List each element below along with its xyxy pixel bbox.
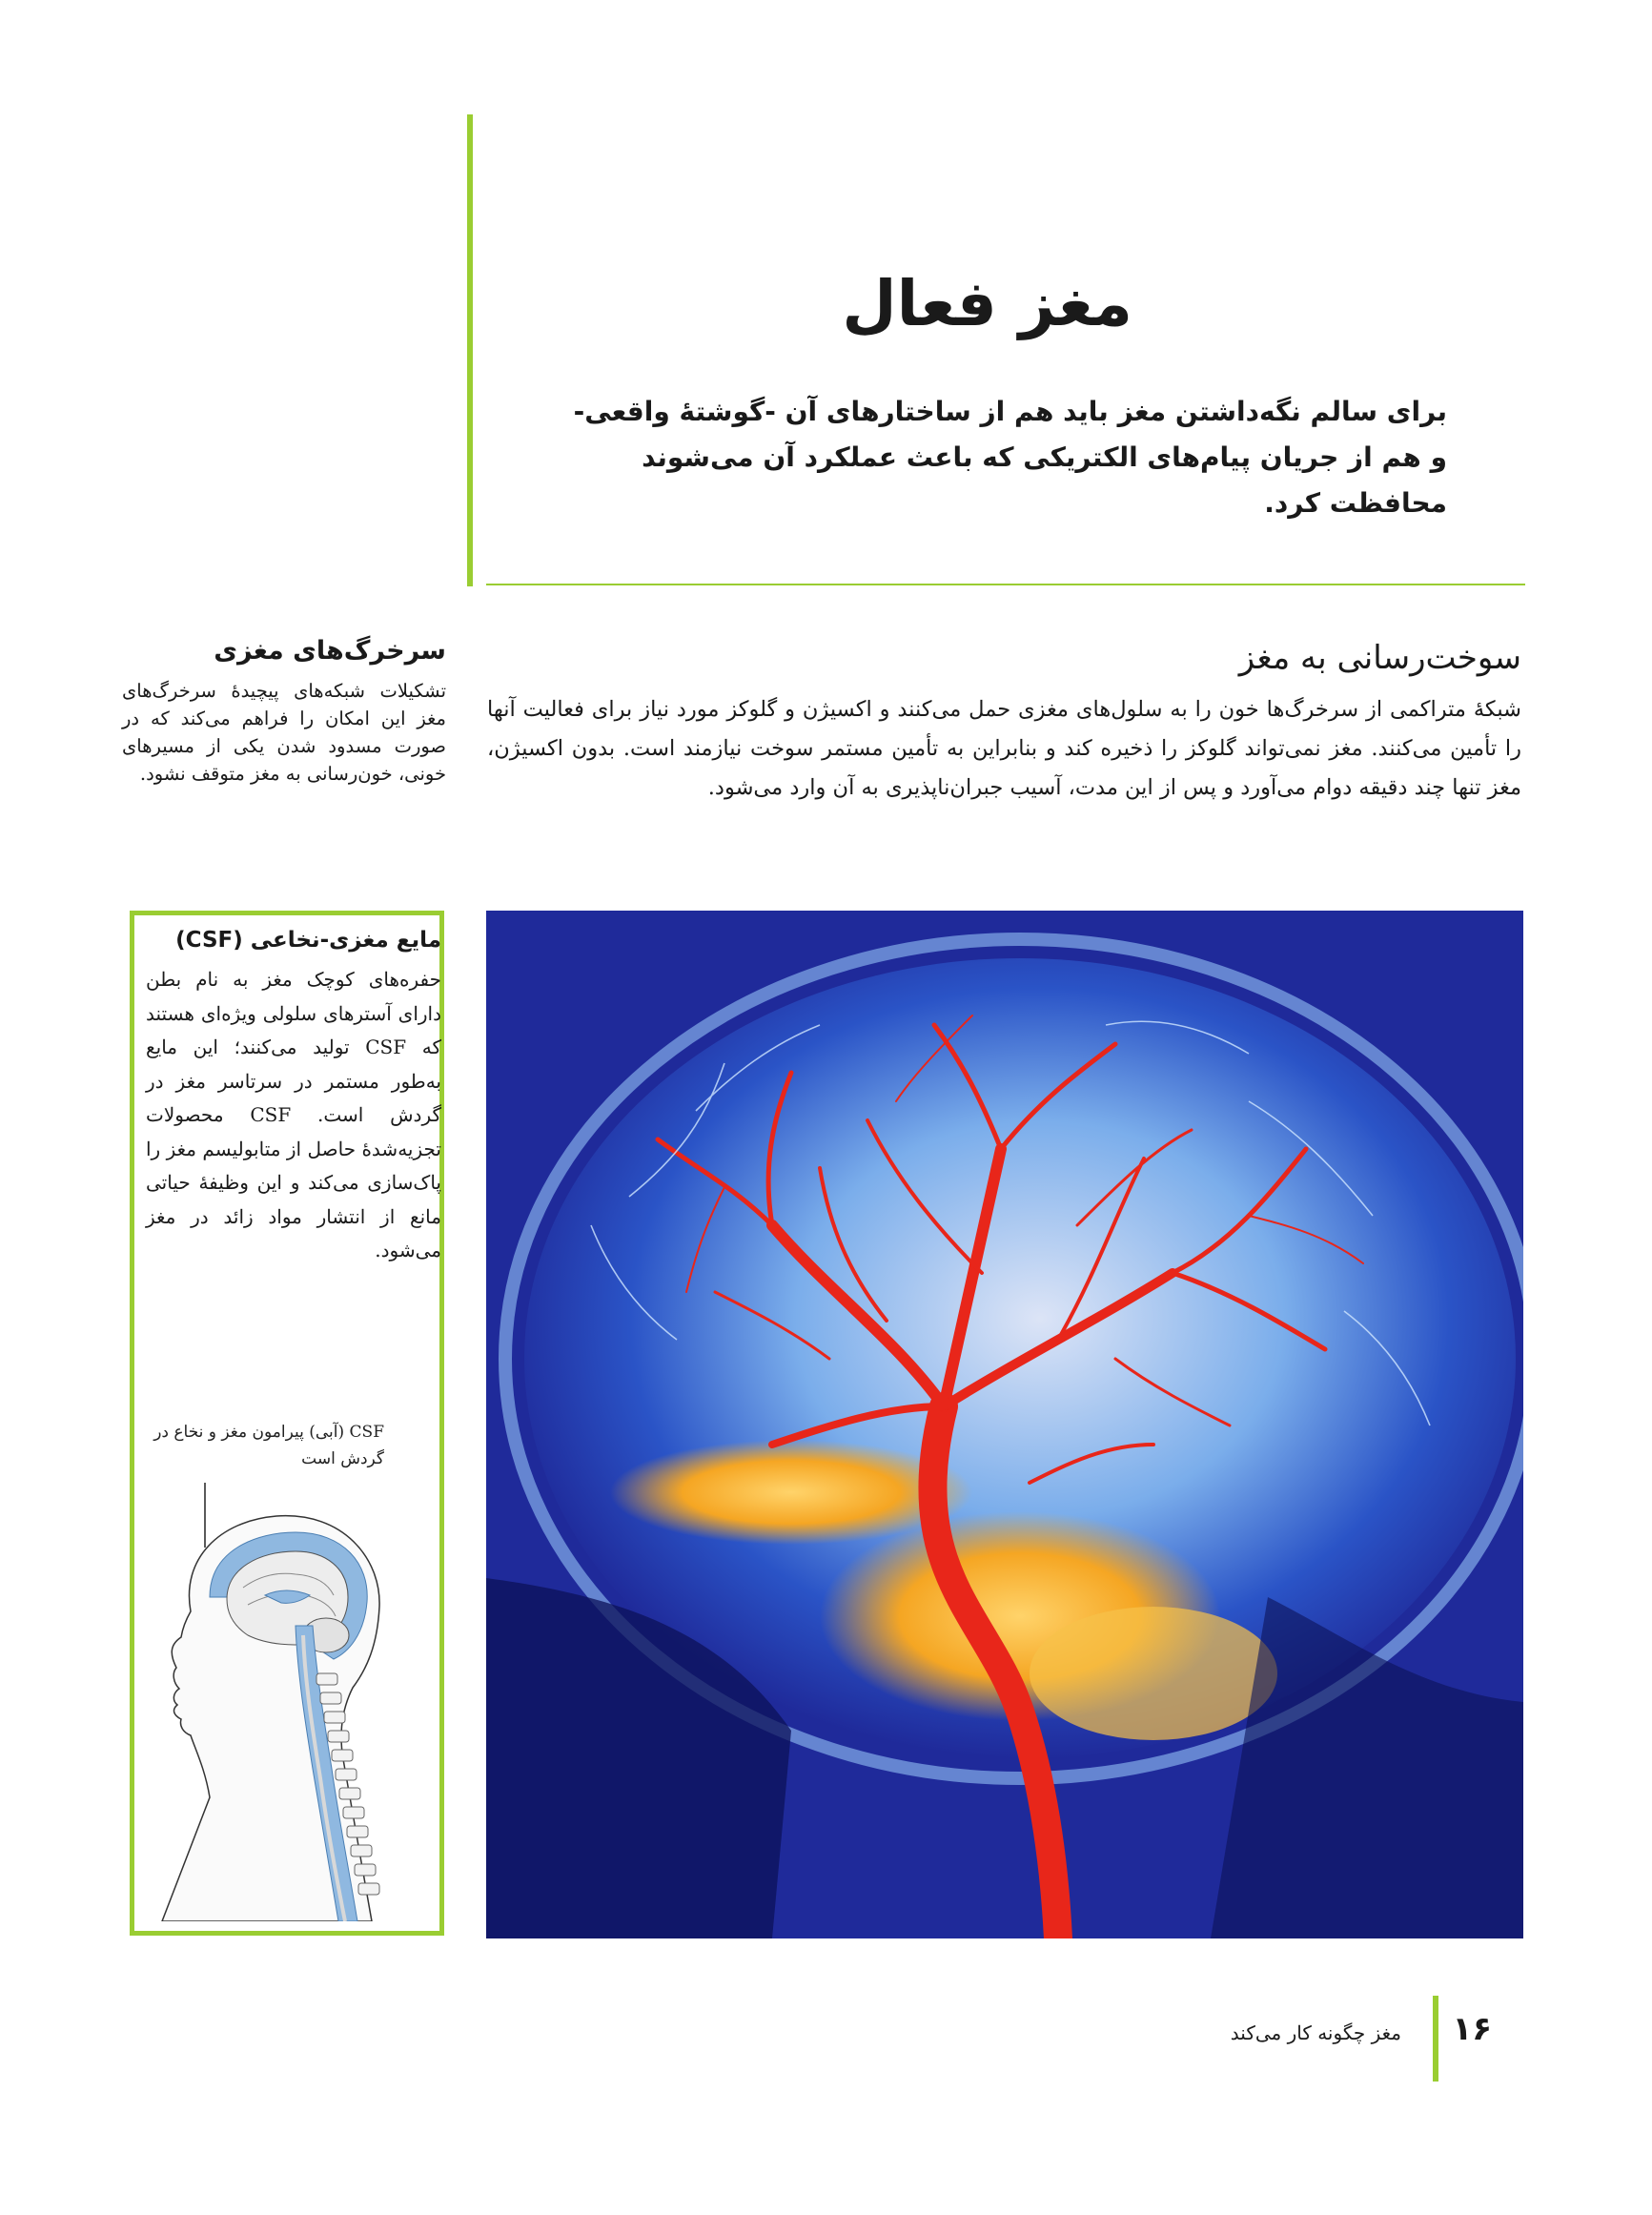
csf-caption: CSF (آبی) پیرامون مغز و نخاع در گردش است xyxy=(153,1423,384,1468)
section-heading: سوخت‌رسانی به مغز xyxy=(1238,639,1521,677)
section-body: شبکهٔ متراکمی از سرخرگ‌ها خون را به سلول‌های مغزی حمل می‌کنند و اکسیژن و گلوکز مورد نیاز برای فعالیت آنها را تأمین می‌کنند. مغز نمی‌تواند گلوکز را ذخیره کند و بنابراین به تأمین مستمر سوخت نیازمند است. بدون اکسیژن، مغز تنها چند دقیقه دوام می‌آورد و پس از این مدت، آسیب جبران‌ناپذیری به آن وارد می‌شود. xyxy=(487,697,1521,800)
csf-head-spine-illustration xyxy=(153,1483,438,1921)
csf-heading: مایع مغزی-نخاعی (CSF) xyxy=(175,928,441,953)
sidebar-arteries-heading: سرخرگ‌های مغزی xyxy=(214,636,446,666)
sidebar-arteries-body: تشکیلات شبکه‌های پیچیدهٔ سرخرگ‌های مغز این امکان را فراهم می‌کند که در صورت مسدود شدن یکی از مسیرهای خونی، خون‌رسانی به مغز متوقف نشود. xyxy=(122,680,446,785)
footer-book-title: مغز چگونه کار می‌کند xyxy=(1230,2021,1401,2044)
cerebral-angiogram-image xyxy=(486,911,1523,1938)
page-title: مغز فعال xyxy=(842,267,1132,340)
header-divider xyxy=(486,584,1525,585)
footer-divider xyxy=(1433,1996,1438,2082)
header-accent-line xyxy=(467,114,473,586)
csf-body: حفره‌های کوچک مغز به نام بطن دارای آسترهای سلولی ویژه‌ای هستند که CSF تولید می‌کنند؛ این مایع به‌طور مستمر در سرتاسر مغز در گردش است. CSF محصولات تجزیه‌شدهٔ حاصل از متابولیسم مغز را پاک‌سازی می‌کند و این وظیفهٔ حیاتی مانع از انتشار مواد زائد در مغز می‌شود. xyxy=(146,968,441,1261)
page-number: ۱۶ xyxy=(1452,2010,1492,2048)
lead-paragraph: برای سالم نگه‌داشتن مغز باید هم از ساختارهای آن -گوشتهٔ واقعی- و هم از جریان پیام‌های الکتریکی که باعث عملکرد آن می‌شوند محافظت کرد. xyxy=(573,396,1447,519)
